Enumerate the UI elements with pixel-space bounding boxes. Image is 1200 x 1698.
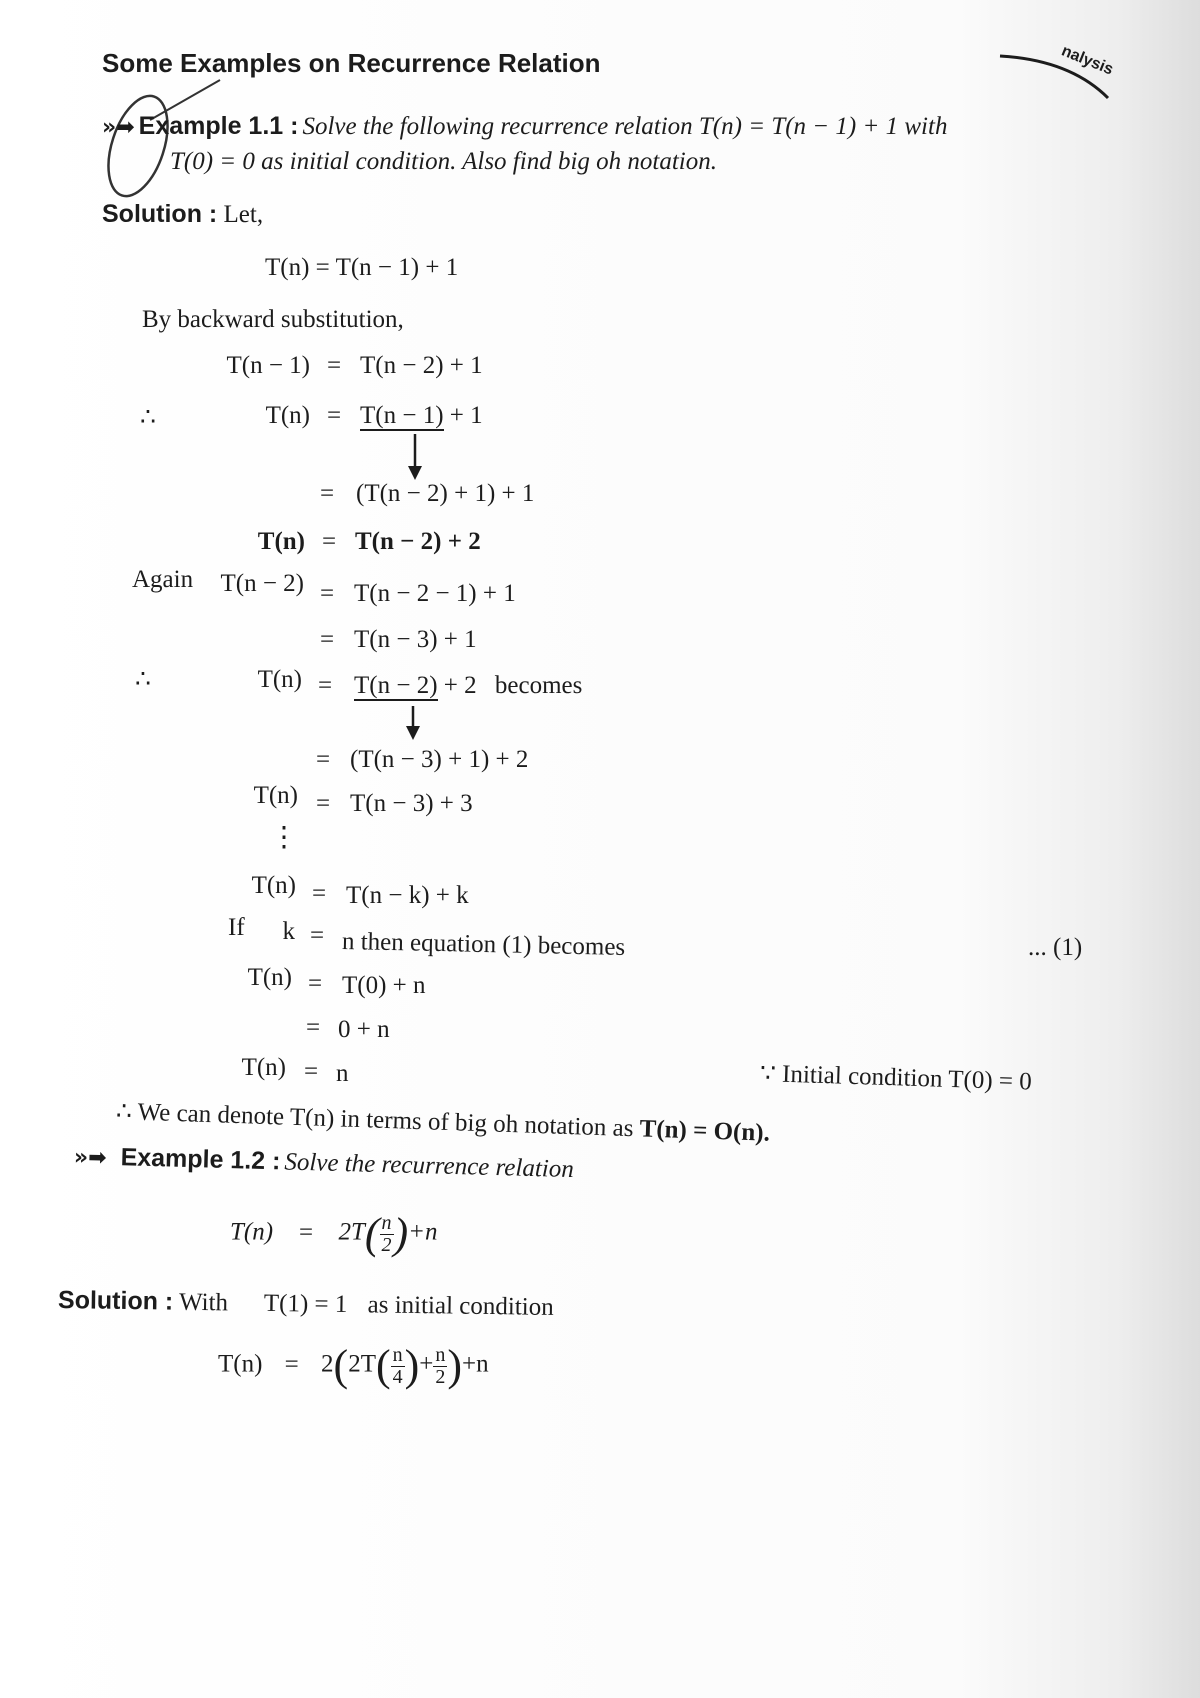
conclusion-1-result: T(n) = O(n). [639,1115,771,1147]
row-4-eq: = [322,528,337,555]
row-14-eq: = [306,1014,321,1041]
row-7-underlined-term: T(n − 2) [354,672,438,699]
backward-substitution-text: By backward substitution, [142,306,404,333]
row-11-rhs: T(n − k) + k [346,882,469,909]
row-9-eq: = [316,790,331,817]
eq2-den: 2 [381,1233,392,1256]
sol2-fraction-1 [391,1345,405,1388]
row-7-therefore: ∴ [135,666,151,693]
row-12-eq: = [310,922,325,949]
row-11-lhs: T(n) [251,872,296,899]
row-15-rhs: n [336,1060,349,1087]
eq2-lhs: T(n) [230,1218,274,1246]
solution-1-label: Solution : [102,200,218,228]
example-1-2-equation [230,1209,438,1258]
row-7-lhs: T(n) [257,666,302,693]
row-12-lhs: k [282,918,295,945]
sol2-inner-right-paren: ) [404,1341,420,1390]
conclusion-1-text: ∴ We can denote T(n) in terms of big oh notation as [115,1098,641,1143]
section-title: Some Examples on Recurrence Relation [102,48,601,78]
solution-2-with: With [178,1288,229,1317]
sol2-lhs: T(n) [218,1350,263,1378]
double-arrow-icon-2: »➡ [73,1145,107,1171]
row-13-lhs: T(n) [247,964,292,991]
row-9-rhs: T(n − 3) + 3 [350,790,473,817]
sol2-den1: 4 [392,1365,403,1388]
row-2-eq: = [327,402,342,429]
sol2-outer-coef: 2 [321,1350,334,1378]
row-14-rhs: 0 + n [338,1016,390,1043]
row-13-eq: = [308,970,323,997]
row-1-rhs: T(n − 2) + 1 [360,352,483,379]
example-1-1-statement-2: T(0) = 0 as initial condition. Also find big oh notation. [170,148,717,175]
sol2-outer-left-paren: ( [333,1341,349,1390]
eq2-equals: = [297,1218,315,1246]
row-13-rhs: T(0) + n [342,972,426,999]
row-5-again: Again [132,566,194,593]
corner-running-header: nalysis [1058,42,1116,79]
row-7-rest: + 2 [437,672,477,699]
row-4-lhs: T(n) [257,528,305,555]
example-1-1-label: Example 1.1 : [138,112,299,140]
initial-condition-note: ∵ Initial condition T(0) = 0 [759,1060,1033,1096]
double-arrow-icon: »➡ [102,115,135,140]
row-2-underlined-term: T(n − 1) [360,402,444,429]
sol2-equals: = [284,1350,299,1378]
solution-2-init-suffix: as initial condition [367,1291,554,1321]
sol2-inner-coef: 2T [348,1350,376,1378]
eq2-coef: 2T [338,1218,365,1246]
row-15-lhs: T(n) [241,1054,286,1081]
row-6-rhs: T(n − 3) + 1 [354,626,477,653]
eq2-tail: +n [408,1218,438,1246]
eq2-left-paren: ( [364,1209,380,1258]
row-2-lhs: T(n) [265,402,310,429]
sol2-plus: + [419,1350,434,1378]
row-10-vertical-ellipsis: ⋮ [270,822,298,853]
row-8-rhs: (T(n − 3) + 1) + 2 [350,746,529,773]
row-8-eq: = [316,746,331,773]
sol2-num2: n [435,1343,446,1366]
row-11-eq: = [312,880,327,907]
sol2-den2: 2 [435,1365,446,1388]
row-9-lhs: T(n) [253,782,298,809]
row-15-eq: = [304,1058,319,1085]
row-3-eq: = [320,480,335,507]
equation-tag-1: ... (1) [1028,934,1083,961]
solution-2-label: Solution : [57,1286,174,1316]
example-1-1-statement-1: Solve the following recurrence relation T(n) = T(n − 1) + 1 with [302,113,948,140]
row-4-rhs: T(n − 2) + 2 [355,528,481,555]
eq2-fraction [380,1213,394,1256]
row-2-therefore: ∴ [140,404,156,431]
row-7-eq: = [318,672,333,699]
solution-1-let: Let, [223,201,264,228]
row-3-rhs: (T(n − 2) + 1) + 1 [356,480,535,507]
row-5-rhs: T(n − 2 − 1) + 1 [354,580,516,607]
example-1-2-label: Example 1.2 : [120,1143,281,1176]
sol2-num1: n [392,1343,403,1366]
solution-2-equation [218,1341,489,1390]
row-12-rhs: n then equation (1) becomes [341,928,626,961]
solution-2-init: T(1) = 1 [263,1289,348,1319]
row-6-eq: = [320,626,335,653]
step-initial-equation: T(n) = T(n − 1) + 1 [265,254,459,281]
eq2-num: n [381,1211,392,1234]
eq2-right-paren: ) [393,1209,409,1258]
sol2-fraction-2 [433,1345,447,1388]
row-7-becomes: becomes [494,672,583,699]
row-2-rest: + 1 [443,402,483,429]
row-1-lhs: T(n − 1) [226,352,310,379]
sol2-outer-right-paren: ) [447,1341,463,1390]
sol2-tail: +n [462,1350,489,1378]
sol2-inner-left-paren: ( [375,1341,391,1390]
row-5-eq: = [320,580,335,607]
row-12-if: If [228,914,245,941]
row-1-eq: = [327,352,342,379]
example-1-2-statement: Solve the recurrence relation [284,1148,575,1184]
row-5-lhs: T(n − 2) [220,570,304,597]
